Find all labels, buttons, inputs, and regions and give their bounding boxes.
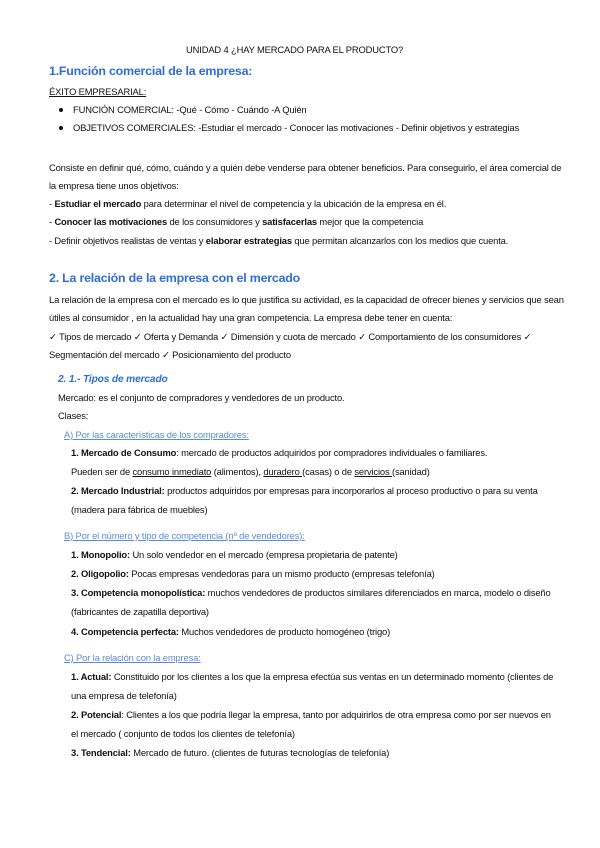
bullet-icon <box>59 108 63 112</box>
text-run: Un solo vendedor en el mercado (empresa propietaria de patente) <box>129 549 398 560</box>
section-2-1-heading: 2. 1.- Tipos de mercado <box>58 374 168 385</box>
list-item-continuation: (madera para fábrica de muebles) <box>71 504 208 515</box>
text-run: de los consumidores y <box>167 216 263 227</box>
checklist-line-2: Segmentación del mercado ✓ Posicionamiento del producto <box>49 349 291 360</box>
bold-term: 3. Tendencial: <box>71 747 131 758</box>
checklist-line-1: ✓ Tipos de mercado ✓ Oferta y Demanda ✓ Dimensión y cuota de mercado ✓ Comportamiento de los consumidores ✓ <box>49 331 532 342</box>
list-item-continuation: (fabricantes de zapatilla deportiva) <box>71 606 209 617</box>
bold-term: Conocer las motivaciones <box>54 216 168 227</box>
paragraph-line: La relación de la empresa con el mercado es lo que justifica su actividad, es la capacidad de ofrecer bienes y servicios que sean <box>49 294 564 305</box>
bold-term: 1. Mercado de Consumo <box>71 447 177 458</box>
bold-term: 2. Mercado Industrial: <box>71 485 165 496</box>
bold-term: 2. Potencial <box>71 709 122 720</box>
text-run: mejor que la competencia <box>316 216 424 227</box>
text-run: para determinar el nivel de competencia y la ubicación de la empresa en él. <box>141 198 447 209</box>
subheading-b: B) Por el número y tipo de competencia (nº de vendedores): <box>64 530 305 541</box>
text-run: Mercado de futuro. (clientes de futuras tecnologías de telefonía) <box>130 747 390 758</box>
text-run: - Definir objetivos realistas de ventas y <box>49 235 206 246</box>
bold-term: 3. Competencia monopolística: <box>71 587 206 598</box>
objective-line-3 <box>49 235 508 247</box>
objective-line-1 <box>49 198 446 210</box>
list-item <box>71 709 551 721</box>
text-run: Constituido por los clientes a los que la empresa efectúa sus ventas en un determinado momento (clientes de <box>111 671 554 682</box>
document-title: UNIDAD 4 ¿HAY MERCADO PARA EL PRODUCTO? <box>186 44 404 55</box>
subheading-c: C) Por la relación con la empresa: <box>64 652 201 663</box>
bold-term: 4. Competencia perfecta: <box>71 626 179 637</box>
paragraph-line: la empresa tiene unos objetivos: <box>49 180 179 191</box>
text-run: (casas) o de <box>302 466 355 477</box>
text-run: (alimentos), <box>211 466 264 477</box>
text-run: : mercado de productos adquiridos por compradores individuales o familiares. <box>176 447 488 458</box>
bold-term: 2. Oligopolio: <box>71 568 129 579</box>
text-run: - <box>49 216 55 227</box>
paragraph-line: Consiste en definir qué, cómo, cuándo y a quién debe venderse para obtener beneficios. Para conseguirlo, el área comercial de <box>49 162 562 173</box>
bold-term: Estudiar el mercado <box>54 198 142 209</box>
text-run: (sanidad) <box>391 466 430 477</box>
subheading-a: A) Por las características de los compradores: <box>64 429 249 440</box>
market-definition: Mercado: es el conjunto de compradores y vendedores de un producto. <box>58 392 345 403</box>
list-item <box>71 568 435 580</box>
bold-term: satisfacerlas <box>262 216 317 227</box>
bullet-icon <box>59 126 63 130</box>
list-item <box>71 587 551 599</box>
list-item <box>71 549 398 561</box>
clases-label: Clases: <box>58 410 89 421</box>
section-2-heading: 2. La relación de la empresa con el mercado <box>49 271 301 285</box>
list-item <box>71 447 487 459</box>
paragraph-line: útiles al consumidor , en la actualidad hay una gran competencia. La empresa debe tener en cuenta: <box>49 312 453 323</box>
list-item-continuation <box>71 466 430 478</box>
list-item-continuation: una empresa de telefonía) <box>71 690 177 701</box>
list-item <box>71 747 389 759</box>
bold-term: 1. Actual: <box>71 671 112 682</box>
text-run: : Clientes a los que podría llegar la empresa, tanto por adquirirlos de otra empresa como por ser nuevos en <box>121 709 551 720</box>
objective-line-2 <box>49 216 423 228</box>
text-run: Pocas empresas vendedoras para un mismo producto (empresas telefonía) <box>128 568 435 579</box>
bullet-item-objetivos: OBJETIVOS COMERCIALES: -Estudiar el mercado - Conocer las motivaciones - Definir objetivos y estrategias <box>73 122 520 133</box>
text-run: - <box>49 198 55 209</box>
section-1-heading: 1.Función comercial de la empresa: <box>49 64 253 78</box>
text-run: productos adquiridos por empresas para incorporarlos al proceso productivo o para su venta <box>164 485 538 496</box>
list-item <box>71 671 553 683</box>
underlined-term: duradero <box>263 466 303 477</box>
underlined-term: servicios <box>354 466 392 477</box>
text-run: Muchos vendedores de producto homogéneo (trigo) <box>178 626 391 637</box>
text-run: Pueden ser de <box>71 466 133 477</box>
text-run: muchos vendedores de productos similares diferenciados en marca, modelo o diseño <box>205 587 551 598</box>
text-run: que permitan alcanzarlos con los medios que cuenta. <box>291 235 509 246</box>
list-item <box>71 485 538 497</box>
underlined-term: consumo inmediato <box>132 466 212 477</box>
list-item-continuation: el mercado ( conjunto de todos los clientes de telefonía) <box>71 728 295 739</box>
bold-term: elaborar estrategias <box>205 235 292 246</box>
bold-term: 1. Monopolio: <box>71 549 130 560</box>
exito-empresarial-label: ÉXITO EMPRESARIAL: <box>49 86 147 97</box>
list-item <box>71 626 390 638</box>
bullet-item-funcion: FUNCIÓN COMERCIAL: -Qué - Cómo - Cuándo -A Quién <box>73 104 307 115</box>
